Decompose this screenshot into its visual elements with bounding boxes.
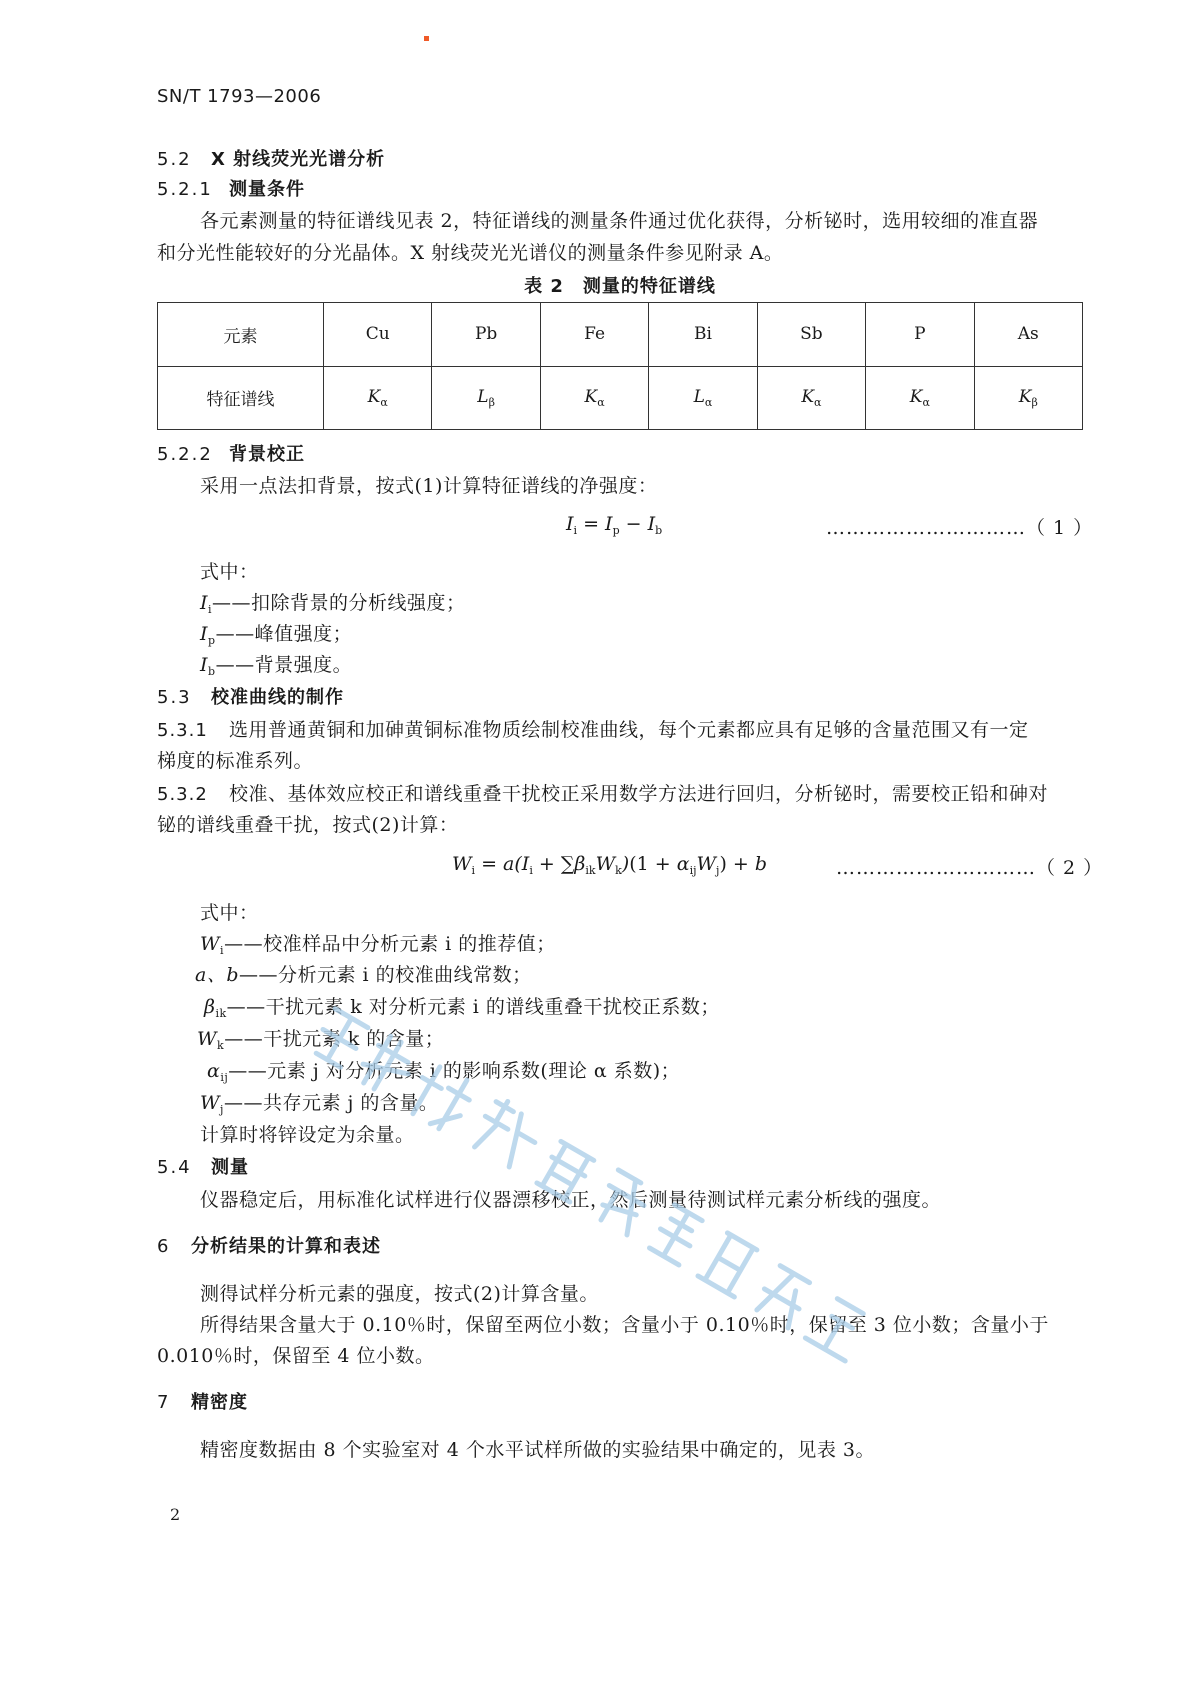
definition-item <box>200 588 466 616</box>
line-symbol: L <box>477 386 489 407</box>
heading-title: 分析结果的计算和表述 <box>191 1236 381 1257</box>
table-cell: Fe <box>540 303 648 367</box>
table-cell: Sb <box>757 303 865 367</box>
paragraph <box>157 715 1029 742</box>
page-number: 2 <box>170 1505 181 1524</box>
definition-item <box>200 619 352 647</box>
spectral-lines-table <box>157 302 1083 430</box>
symbol: W <box>200 933 221 955</box>
definition-text: ——干扰元素 k 的含量； <box>224 1028 445 1050</box>
paragraph: 各元素测量的特征谱线见表 2，特征谱线的测量条件通过优化获得，分析铋时，选用较细的准直器 <box>200 210 1039 232</box>
symbol-subscript: j <box>220 1103 224 1116</box>
paragraph: 仪器稳定后，用标准化试样进行仪器漂移校正，然后测量待测试样元素分析线的强度。 <box>200 1189 942 1211</box>
symbol-subscript: i <box>208 603 213 616</box>
heading-6 <box>157 1232 381 1258</box>
equation-2: $W_i = a(I_i + \sum\beta_{ik}W_k)(1 + \alpha_{ij}W_j) + b$ <box>452 853 768 877</box>
definition-text: ——背景强度。 <box>215 654 353 676</box>
heading-5-3 <box>157 683 344 709</box>
symbol: α <box>207 1060 221 1082</box>
paragraph: 采用一点法扣背景，按式(1)计算特征谱线的净强度： <box>200 475 658 497</box>
symbol-subscript: i <box>220 944 225 957</box>
heading-5-4 <box>157 1153 249 1179</box>
table-header-cell: 特征谱线 <box>158 366 324 430</box>
symbol-subscript: ik <box>215 1007 227 1020</box>
paragraph: 所得结果含量大于 0.10％时，保留至两位小数；含量小于 0.10％时，保留至 3 位小数；含量小于 <box>200 1314 1049 1336</box>
heading-title: 精密度 <box>191 1392 248 1413</box>
heading-title: 测量条件 <box>229 179 305 200</box>
paragraph: 0.010％时，保留至 4 位小数。 <box>157 1345 435 1367</box>
line-subscript: α <box>814 395 822 409</box>
heading-5-2-2 <box>157 440 305 466</box>
note-text: 计算时将锌设定为余量。 <box>200 1124 415 1146</box>
symbol: a、b <box>195 964 239 986</box>
clause-number: 5.3.2 <box>157 784 208 805</box>
paragraph: 测得试样分析元素的强度，按式(2)计算含量。 <box>200 1283 599 1305</box>
paragraph: 精密度数据由 8 个实验室对 4 个水平试样所做的实验结果中确定的，见表 3。 <box>200 1439 875 1461</box>
heading-number: 5.3 <box>157 687 192 708</box>
heading-number: 5.2.2 <box>157 444 213 465</box>
heading-number: 5.4 <box>157 1157 192 1178</box>
line-symbol: K <box>367 386 381 407</box>
heading-title: X 射线荧光光谱分析 <box>211 149 386 170</box>
table-cell <box>757 366 865 430</box>
symbol: I <box>200 654 209 676</box>
table-row <box>158 303 1083 367</box>
line-symbol: K <box>1018 386 1032 407</box>
equation-2-tag: …………………………（ 2 ） <box>836 857 1104 879</box>
heading-number: 7 <box>157 1392 171 1413</box>
line-subscript: β <box>1031 395 1038 409</box>
paragraph-text: 选用普通黄铜和加砷黄铜标准物质绘制校准曲线，每个元素都应具有足够的含量范围又有一定 <box>229 719 1029 741</box>
paragraph: 梯度的标准系列。 <box>157 750 314 772</box>
table-cell: Bi <box>649 303 757 367</box>
heading-5-2-1 <box>157 175 305 201</box>
table-cell <box>540 366 648 430</box>
paragraph-text: 校准、基体效应校正和谱线重叠干扰校正采用数学方法进行回归，分析铋时，需要校正铅和砷对 <box>229 783 1049 805</box>
definition-text: ——校准样品中分析元素 i 的推荐值； <box>224 933 556 955</box>
definition-text: ——扣除背景的分析线强度； <box>212 592 466 614</box>
heading-5-2 <box>157 145 385 171</box>
symbol: β <box>204 996 216 1018</box>
definition-text: ——干扰元素 k 对分析元素 i 的谱线重叠干扰校正系数； <box>226 996 720 1018</box>
line-subscript: α <box>380 395 388 409</box>
line-symbol: K <box>909 386 923 407</box>
paragraph: 铋的谱线重叠干扰，按式(2)计算： <box>157 814 459 836</box>
symbol: I <box>200 592 209 614</box>
heading-title: 测量 <box>211 1157 249 1178</box>
heading-title: 校准曲线的制作 <box>211 687 344 708</box>
heading-number: 5.2.1 <box>157 179 213 200</box>
line-symbol: K <box>801 386 815 407</box>
table-cell: P <box>866 303 974 367</box>
clause-number: 5.3.1 <box>157 720 208 741</box>
where-label: 式中： <box>200 902 259 924</box>
symbol-subscript: ij <box>220 1071 229 1084</box>
table-cell: Cu <box>324 303 432 367</box>
line-subscript: β <box>488 395 495 409</box>
table-cell <box>432 366 540 430</box>
line-subscript: α <box>922 395 930 409</box>
definition-item <box>200 650 352 678</box>
definition-item <box>200 929 556 957</box>
definition-text: ——分析元素 i 的校准曲线常数； <box>239 964 532 986</box>
definition-item <box>200 1088 438 1116</box>
definition-item <box>207 1056 680 1084</box>
definition-item <box>195 960 532 987</box>
standard-code-header: SN/T 1793—2006 <box>157 86 322 107</box>
line-symbol: K <box>584 386 598 407</box>
definition-item <box>197 1024 444 1052</box>
table-cell <box>324 366 432 430</box>
symbol: W <box>200 1092 221 1114</box>
definition-item <box>204 992 720 1020</box>
definition-text: ——元素 j 对分析元素 i 的影响系数(理论 α 系数)； <box>228 1060 681 1082</box>
heading-number: 5.2 <box>157 149 192 170</box>
heading-title: 背景校正 <box>229 444 305 465</box>
orange-mark <box>424 36 429 41</box>
equation-1-tag: …………………………（ 1 ） <box>826 517 1094 539</box>
table-cell: Pb <box>432 303 540 367</box>
where-label: 式中： <box>200 561 259 583</box>
definition-text: ——峰值强度； <box>215 623 353 645</box>
line-subscript: α <box>597 395 605 409</box>
definition-text: ——共存元素 j 的含量。 <box>223 1092 439 1114</box>
table-cell <box>974 366 1082 430</box>
line-symbol: L <box>693 386 705 407</box>
paragraph: 和分光性能较好的分光晶体。X 射线荧光光谱仪的测量条件参见附录 A。 <box>157 242 784 264</box>
table-cell: As <box>974 303 1082 367</box>
symbol-subscript: p <box>208 634 216 647</box>
table-caption: 表 2 测量的特征谱线 <box>524 276 716 297</box>
table-cell <box>649 366 757 430</box>
symbol: I <box>200 623 209 645</box>
symbol-subscript: k <box>217 1039 225 1052</box>
table-header-cell: 元素 <box>158 303 324 367</box>
line-subscript: α <box>704 395 713 409</box>
table-row <box>158 366 1083 430</box>
table-cell <box>866 366 974 430</box>
symbol: W <box>197 1028 218 1050</box>
equation-1: $I_i = I_p - I_b$ <box>566 513 663 537</box>
heading-number: 6 <box>157 1236 171 1257</box>
symbol-subscript: b <box>208 665 216 678</box>
paragraph <box>157 779 1048 806</box>
heading-7 <box>157 1388 248 1414</box>
